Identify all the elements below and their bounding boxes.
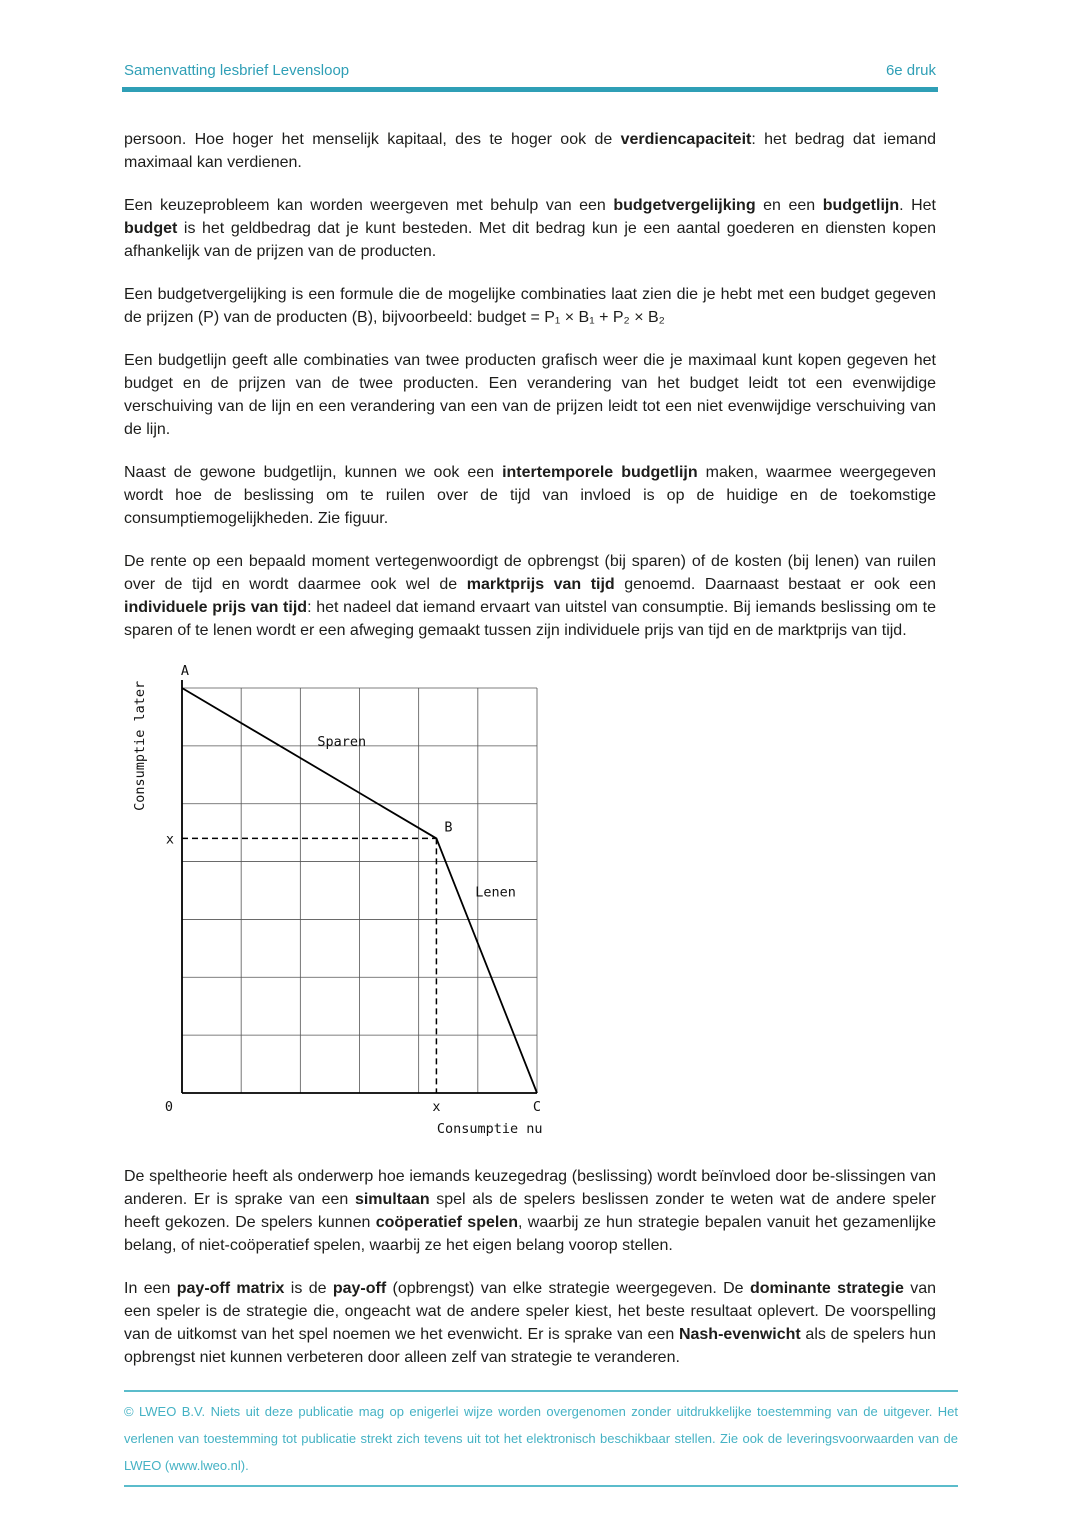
- text-run: , waarbij ze hun strategie bepalen vanuit het gezamenlijke belang, of niet-coöperatief spelen, waarbij ze het eigen belang voorop stellen.: [124, 1214, 937, 1254]
- bold-term: pay-off: [332, 1280, 387, 1297]
- text-run: als de spelers hun opbrengst niet kunnen verbeteren door alleen zelf van strategie te veranderen.: [124, 1326, 936, 1366]
- paragraph-speltheorie: [124, 1165, 936, 1257]
- svg-text:Consumptie nu: Consumptie nu: [436, 1121, 543, 1137]
- text-run: van een speler is de strategie die, ongeacht wat de andere speler kiest, het beste resultaat oplevert. De voorspelling van de uitkomst van het spel noemen we het evenwicht. Er is sprake van een: [124, 1280, 937, 1343]
- bold-term: coöperatief spelen: [375, 1214, 518, 1231]
- paragraph-intertemporele-budgetlijn: [124, 461, 936, 530]
- paragraph-budgetlijn: [124, 349, 936, 441]
- bold-term: pay-off matrix: [176, 1280, 285, 1297]
- text-run: maken, waarmee weergegeven wordt hoe de beslissing om te ruilen over de tijd van invloed is op de huidige en de toekomstige consumptiemogelijkheden. Zie figuur.: [124, 464, 936, 527]
- bold-term: budgetvergelijking: [613, 197, 756, 214]
- budget-line-figure: [124, 662, 936, 1149]
- text-run: Een keuzeprobleem kan worden weergeven met behulp van een: [124, 197, 614, 214]
- header-title: Samenvatting lesbrief Levensloop: [124, 62, 350, 79]
- text-run: is het geldbedrag dat je kunt besteden. Met dit bedrag kun je een aantal goederen en diensten kopen afhankelijk van de prijzen van de producten.: [124, 220, 936, 260]
- text-run: is de: [284, 1280, 333, 1297]
- bold-term: marktprijs van tijd: [466, 576, 615, 593]
- paragraph-verdiencapaciteit: [124, 128, 936, 174]
- intertemporal-budget-chart: [124, 662, 564, 1144]
- svg-text:0: 0: [164, 1099, 174, 1115]
- page-header: [124, 62, 936, 79]
- svg-text:x: x: [165, 831, 174, 848]
- text-run: De rente op een bepaald moment vertegenwoordigt de opbrengst (bij sparen) of de kosten (bij lenen) van ruilen over de tijd en wordt daarmee ook wel de: [124, 553, 936, 593]
- paragraph-budgetvergelijking: [124, 194, 936, 263]
- text-run: genoemd. Daarnaast bestaat er ook een: [614, 576, 936, 593]
- svg-text:Sparen: Sparen: [317, 733, 367, 750]
- svg-text:A: A: [180, 663, 190, 679]
- footer-rule-bottom: [124, 1485, 958, 1487]
- bold-term: intertemporele budgetlijn: [502, 464, 698, 481]
- bold-term: simultaan: [354, 1191, 430, 1208]
- bold-term: dominante strategie: [749, 1280, 904, 1297]
- header-rule: [122, 87, 938, 92]
- content-column: [124, 62, 936, 1389]
- text-run: : het nadeel dat iemand ervaart van uitstel van consumptie. Bij iemands beslissing om te sparen of te lenen wordt er een afweging gemaakt tussen zijn individuele prijs van tijd en de marktprijs van tijd.: [124, 599, 936, 639]
- svg-text:Consumptie later: Consumptie later: [132, 680, 148, 811]
- text-run: In een: [124, 1280, 177, 1297]
- text-run: Naast de gewone budgetlijn, kunnen we ook een: [124, 464, 503, 481]
- bold-term: individuele prijs van tijd: [124, 599, 308, 616]
- text-run: Een budgetlijn geeft alle combinaties van twee producten grafisch weer die je maximaal kunt kopen gegeven het budget en de prijzen van de twee producten. Een verandering van het budget leidt tot een evenwijdige verschuiving van de lijn en een verandering van een van de prijzen leidt tot een niet evenwijdige verschuiving van de lijn.: [124, 352, 936, 438]
- text-run: persoon. Hoe hoger het menselijk kapitaal, des te hoger ook de: [124, 131, 621, 148]
- footer-rule-top: [124, 1390, 958, 1392]
- text-run: (opbrengst) van elke strategie weergegeven. De: [386, 1280, 750, 1297]
- text-run: spel als de spelers beslissen zonder te weten wat de andere speler heeft gekozen. De spelers kunnen: [124, 1191, 937, 1231]
- text-run: : het bedrag dat iemand maximaal kan verdienen.: [124, 131, 936, 171]
- svg-text:Lenen: Lenen: [475, 884, 516, 901]
- svg-text:C: C: [532, 1099, 542, 1115]
- bold-term: verdiencapaciteit: [620, 131, 752, 148]
- bold-term: budgetlijn: [822, 197, 900, 214]
- svg-text:x: x: [432, 1099, 441, 1115]
- text-run: en een: [755, 197, 823, 214]
- document-body: [124, 128, 936, 1369]
- page-footer: [124, 1390, 958, 1487]
- text-run: De speltheorie heeft als onderwerp hoe iemands keuzegedrag (beslissing) wordt beïnvloed door be-slissingen van anderen. Er is sprake van een: [124, 1168, 936, 1208]
- text-run: . Het: [899, 197, 936, 214]
- header-edition: 6e druk: [885, 62, 936, 79]
- paragraph-marktprijs-van-tijd: [124, 550, 936, 642]
- paragraph-budgetformule: [124, 283, 936, 329]
- footer-copyright: © LWEO B.V. Niets uit deze publicatie mag op enigerlei wijze worden overgenomen zonder uitdrukkelijke toestemming van de uitgever. Het verlenen van toestemming tot publicatie strekt zich tevens uit tot het elektronisch beschikbaar stellen. Zie ook de leveringsvoorwaarden van de LWEO (www.lweo.nl).: [124, 1404, 958, 1473]
- bold-term: budget: [124, 220, 178, 237]
- text-run: Een budgetvergelijking is een formule die de mogelijke combinaties laat zien die je hebt met een budget gegeven de prijzen (P) van de producten (B), bijvoorbeeld: budget = P₁ × B₁ + P₂ × B₂: [124, 286, 936, 326]
- svg-text:B: B: [444, 819, 453, 836]
- bold-term: Nash-evenwicht: [678, 1326, 801, 1343]
- paragraph-payoff-matrix: [124, 1277, 936, 1369]
